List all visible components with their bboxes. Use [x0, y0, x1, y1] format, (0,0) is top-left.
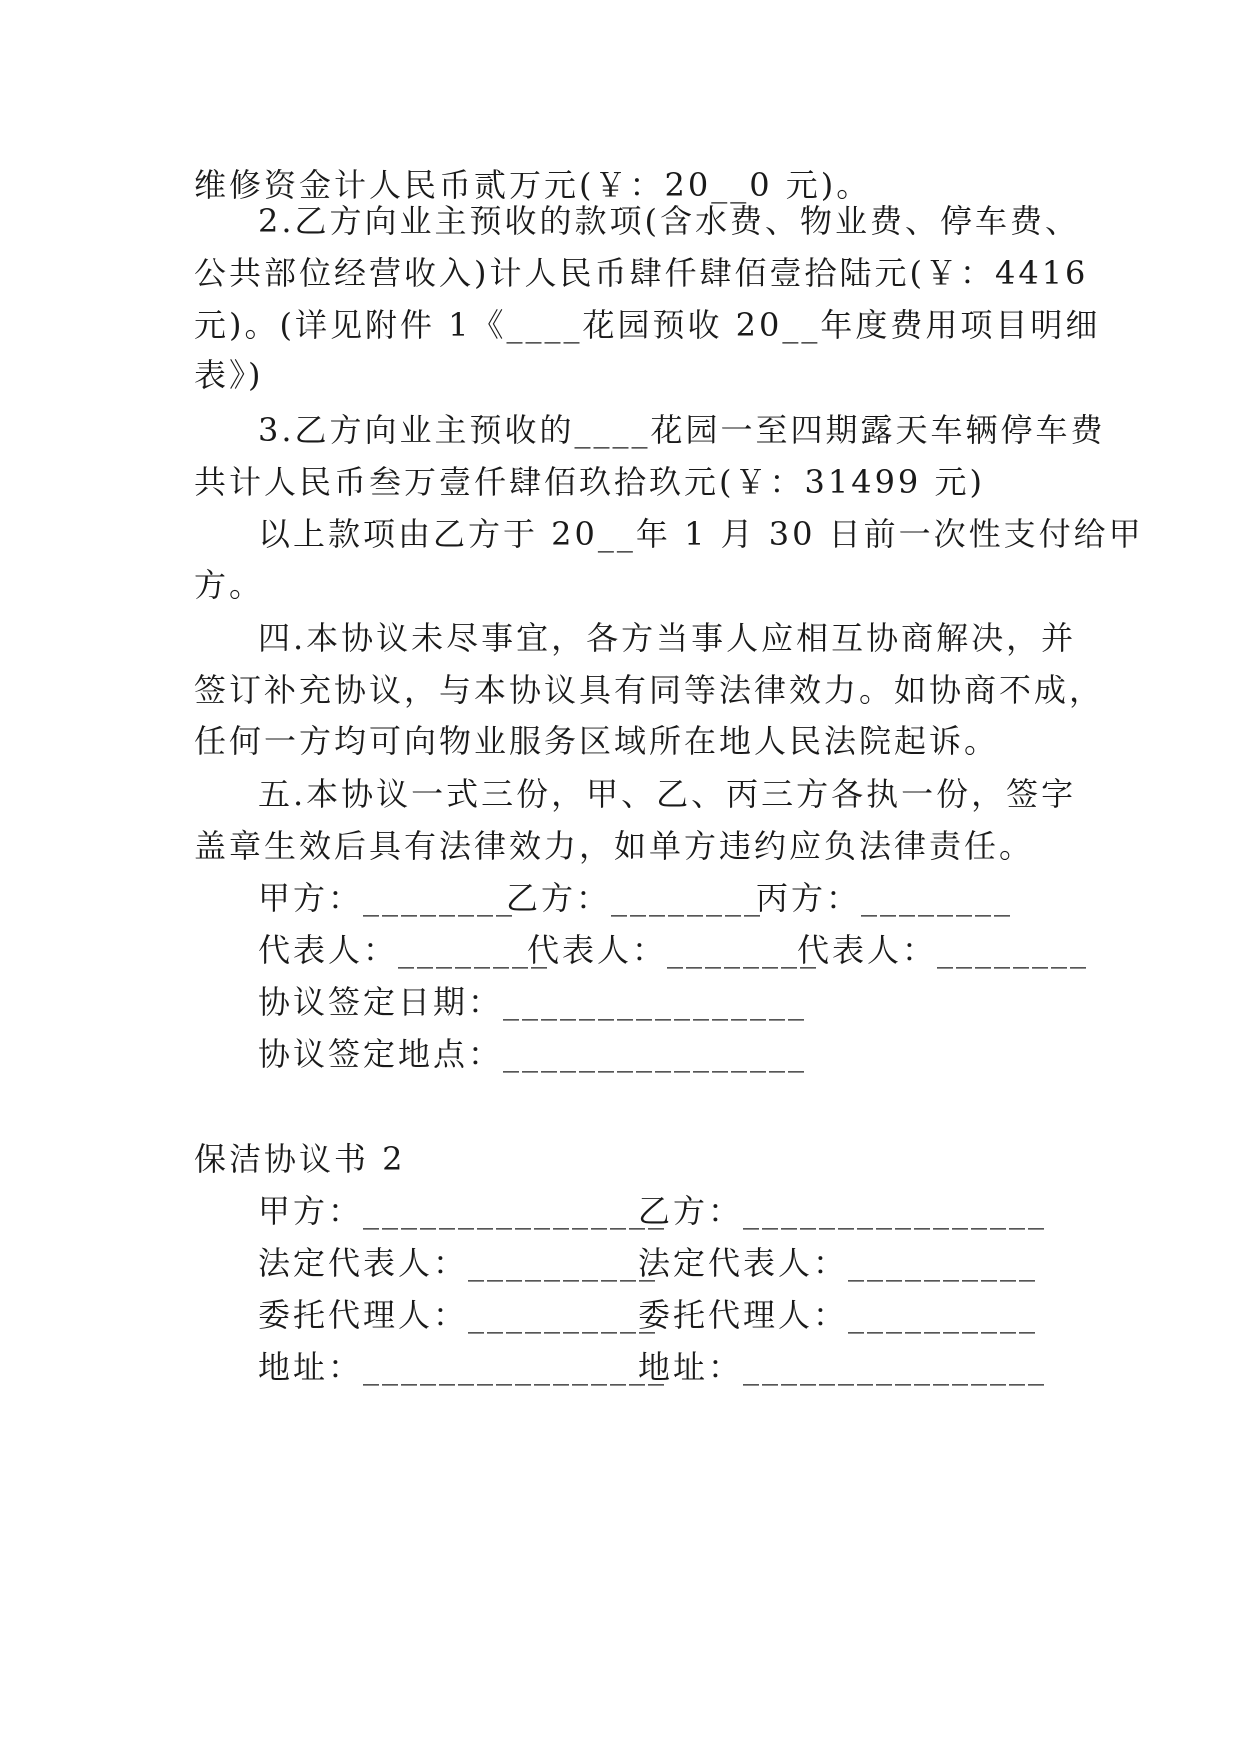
- paragraph-line: 表》): [194, 356, 264, 394]
- agreement2-legal-rep-a: 法定代表人：__________: [258, 1244, 659, 1282]
- paragraph-line: 维修资金计人民币贰万元(￥：20__0 元)。: [194, 166, 872, 204]
- agreement2-address-b: 地址：________________: [638, 1348, 1048, 1386]
- paragraph-line: 3.乙方向业主预收的____花园一至四期露天车辆停车费: [258, 411, 1106, 449]
- paragraph-line: 签订补充协议，与本协议具有同等法律效力。如协商不成，: [194, 671, 1105, 709]
- agreement2-agent-a: 委托代理人：__________: [258, 1296, 659, 1334]
- paragraph-line: 元)。(详见附件 1《____花园预收 20__年度费用项目明细: [194, 306, 1101, 344]
- party-b-signature: 乙方：________: [506, 879, 764, 917]
- representative-c: 代表人：________: [797, 931, 1090, 969]
- paragraph-line: 以上款项由乙方于 20__年 1 月 30 日前一次性支付给甲: [258, 515, 1144, 553]
- paragraph-line: 任何一方均可向物业服务区域所在地人民法院起诉。: [194, 722, 1000, 760]
- signing-place: 协议签定地点：________________: [258, 1035, 808, 1073]
- party-c-signature: 丙方：________: [756, 879, 1014, 917]
- paragraph-line: 共计人民币叁万壹仟肆佰玖拾玖元(￥：31499 元): [194, 463, 985, 501]
- agreement2-party-b: 乙方：________________: [638, 1192, 1048, 1230]
- agreement2-agent-b: 委托代理人：__________: [638, 1296, 1039, 1334]
- paragraph-line: 2.乙方向业主预收的款项(含水费、物业费、停车费、: [258, 202, 1081, 240]
- paragraph-line: 四.本协议未尽事宜，各方当事人应相互协商解决，并: [258, 619, 1077, 657]
- party-a-signature: 甲方：________: [258, 879, 516, 917]
- representative-a: 代表人：________: [258, 931, 551, 969]
- signing-date: 协议签定日期：________________: [258, 983, 808, 1021]
- agreement2-party-a: 甲方：________________: [258, 1192, 668, 1230]
- agreement2-title: 保洁协议书 2: [194, 1140, 406, 1178]
- paragraph-line: 五.本协议一式三份，甲、乙、丙三方各执一份，签字: [258, 775, 1077, 813]
- paragraph-line: 方。: [194, 566, 265, 604]
- paragraph-line: 公共部位经营收入)计人民币肆仟肆佰壹拾陆元(￥：4416: [194, 254, 1089, 292]
- agreement2-legal-rep-b: 法定代表人：__________: [638, 1244, 1039, 1282]
- representative-b: 代表人：________: [527, 931, 820, 969]
- agreement2-address-a: 地址：________________: [258, 1348, 668, 1386]
- paragraph-line: 盖章生效后具有法律效力，如单方违约应负法律责任。: [194, 827, 1035, 865]
